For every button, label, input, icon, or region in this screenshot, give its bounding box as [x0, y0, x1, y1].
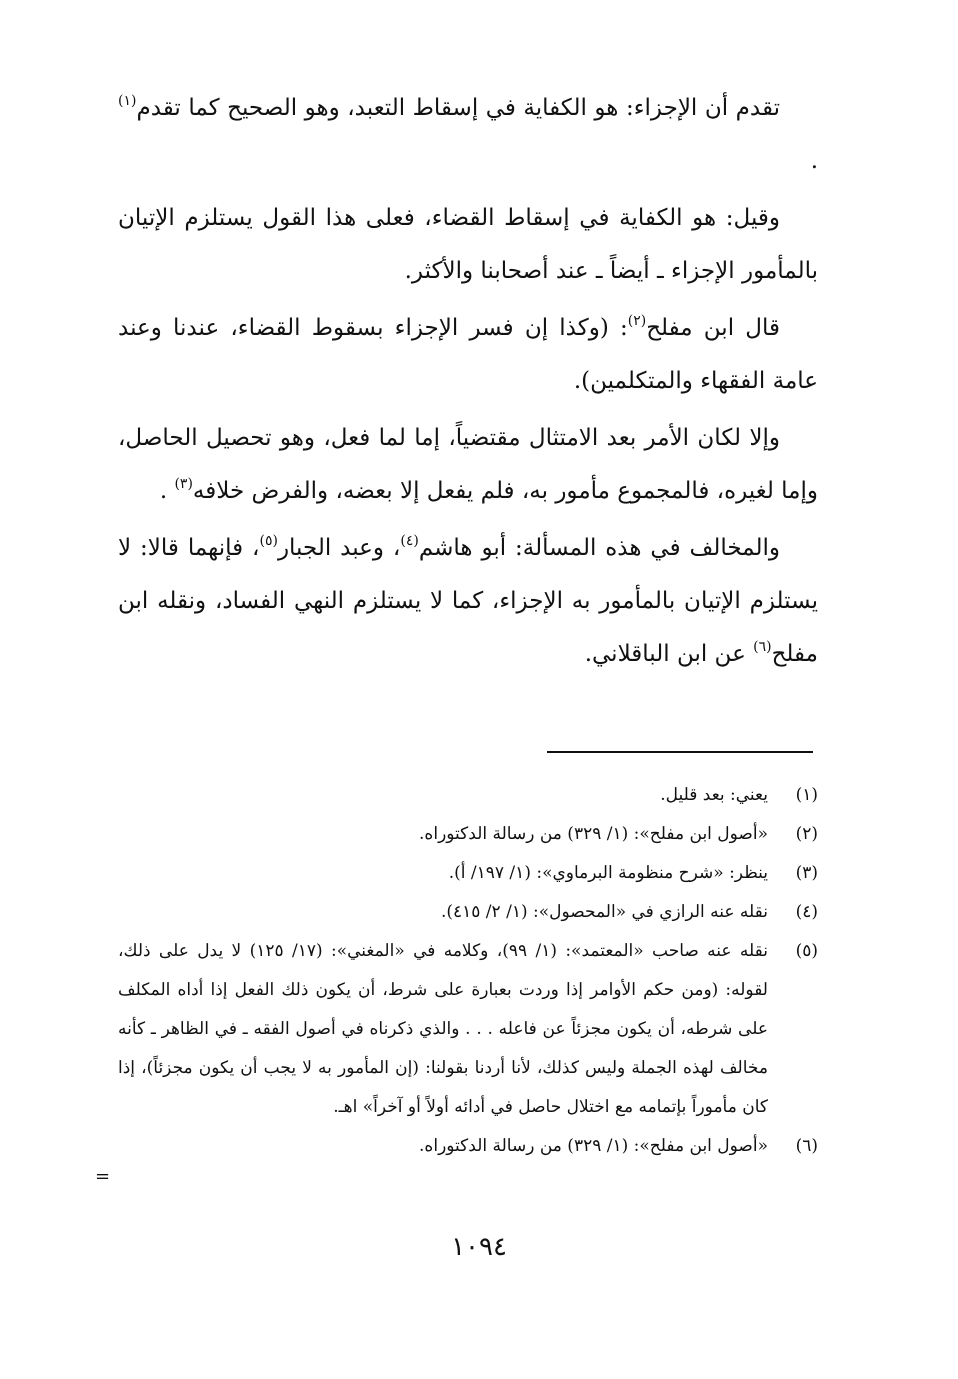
paragraph [118, 522, 818, 681]
footnote-item [118, 893, 818, 932]
footnote-text: «أصول ابن مفلح»: (١/ ٣٢٩) من رسالة الدكتوراه. [419, 824, 768, 844]
footnote-ref[interactable]: (٤) [400, 533, 419, 549]
footnote-ref[interactable]: (٦) [753, 639, 772, 655]
footnote-ref[interactable]: (٢) [627, 313, 647, 329]
text-run: ، فإنهما قالا: لا يستلزم الإتيان بالمأمور به الإجزاء، كما لا يستلزم النهي الفساد، ونقله ابن مفلح [118, 535, 818, 667]
text-run: : (وكذا إن فسر الإجزاء بسقوط القضاء، عندنا وعند عامة الفقهاء والمتكلمين). [118, 315, 818, 394]
footnote-separator [547, 751, 813, 753]
footnote-number: (٥) [795, 941, 818, 961]
footnote-item [118, 815, 818, 854]
text-run: . [810, 148, 818, 174]
text-run: عن ابن الباقلاني. [584, 641, 754, 667]
paragraph [118, 82, 818, 188]
footnote-continues-mark: = [95, 1166, 111, 1187]
footnote-item [118, 932, 818, 1127]
main-text [118, 82, 818, 685]
footnote-ref[interactable]: (٥) [259, 533, 278, 549]
footnote-number: (٣) [795, 863, 818, 883]
text-run: والمخالف في هذه المسألة: أبو هاشم [418, 535, 780, 561]
footnote-text: «أصول ابن مفلح»: (١/ ٣٢٩) من رسالة الدكتوراه. [419, 1136, 768, 1156]
paragraph [118, 192, 818, 298]
paragraph [118, 302, 818, 408]
paragraph [118, 412, 818, 518]
footnote-text: نقله عنه الرازي في «المحصول»: (١/ ٢/ ٤١٥). [440, 902, 768, 922]
footnote-ref[interactable]: (١) [118, 93, 137, 109]
footnote-number: (٦) [795, 1136, 818, 1156]
footnote-text: يعني: بعد قليل. [660, 785, 768, 805]
text-run: قال ابن مفلح [646, 315, 780, 341]
footnote-ref[interactable]: (٣) [174, 476, 193, 492]
text-run: وقيل: هو الكفاية في إسقاط القضاء، فعلى هذا القول يستلزم الإتيان بالمأمور الإجزاء ـ أيضاً ـ عند أصحابنا والأكثر. [118, 205, 818, 284]
page-number: ١٠٩٤ [451, 1232, 507, 1262]
footnote-text: ينظر: «شرح منظومة البرماوي»: (١/ ١٩٧/ أ). [448, 863, 768, 883]
footnote-text: نقله عنه صاحب «المعتمد»: (١/ ٩٩)، وكلامه في «المغني»: (١٧/ ١٢٥) لا يدل على ذلك، لقوله: (ومن حكم الأوامر إذا وردت بعبارة على شرط، أن يكون ذلك الفعل إذا أداه المكلف على شرطه، أن يكون مجزئاً عن فاعله . . . والذي ذكرناه في أصول الفقه ـ في الظاهر ـ كأنه مخالف لهذه الجملة وليس كذلك، لأنا أردنا بقولنا: (إن المأمور به لا يجب أن يكون مجزئاً)، إذا كان مأموراً بإتمامه مع اختلال حاصل في أدائه أولاً أو آخراً» اهـ. [118, 941, 768, 1117]
footnote-item [118, 854, 818, 893]
footnotes [118, 776, 818, 1166]
footnote-item [118, 1127, 818, 1166]
text-run: ، وعبد الجبار [277, 535, 401, 561]
footnote-item [118, 776, 818, 815]
text-run: تقدم أن الإجزاء: هو الكفاية في إسقاط التعبد، وهو الصحيح كما تقدم [136, 95, 780, 121]
footnote-number: (٤) [795, 902, 818, 922]
footnote-number: (١) [795, 785, 818, 805]
footnote-number: (٢) [795, 824, 818, 844]
text-run: وإلا لكان الأمر بعد الامتثال مقتضياً، إما لما فعل، وهو تحصيل الحاصل، وإما لغيره، فالمجموع مأمور به، فلم يفعل إلا بعضه، والفرض خلافه [118, 425, 818, 504]
text-run: . [159, 478, 175, 504]
